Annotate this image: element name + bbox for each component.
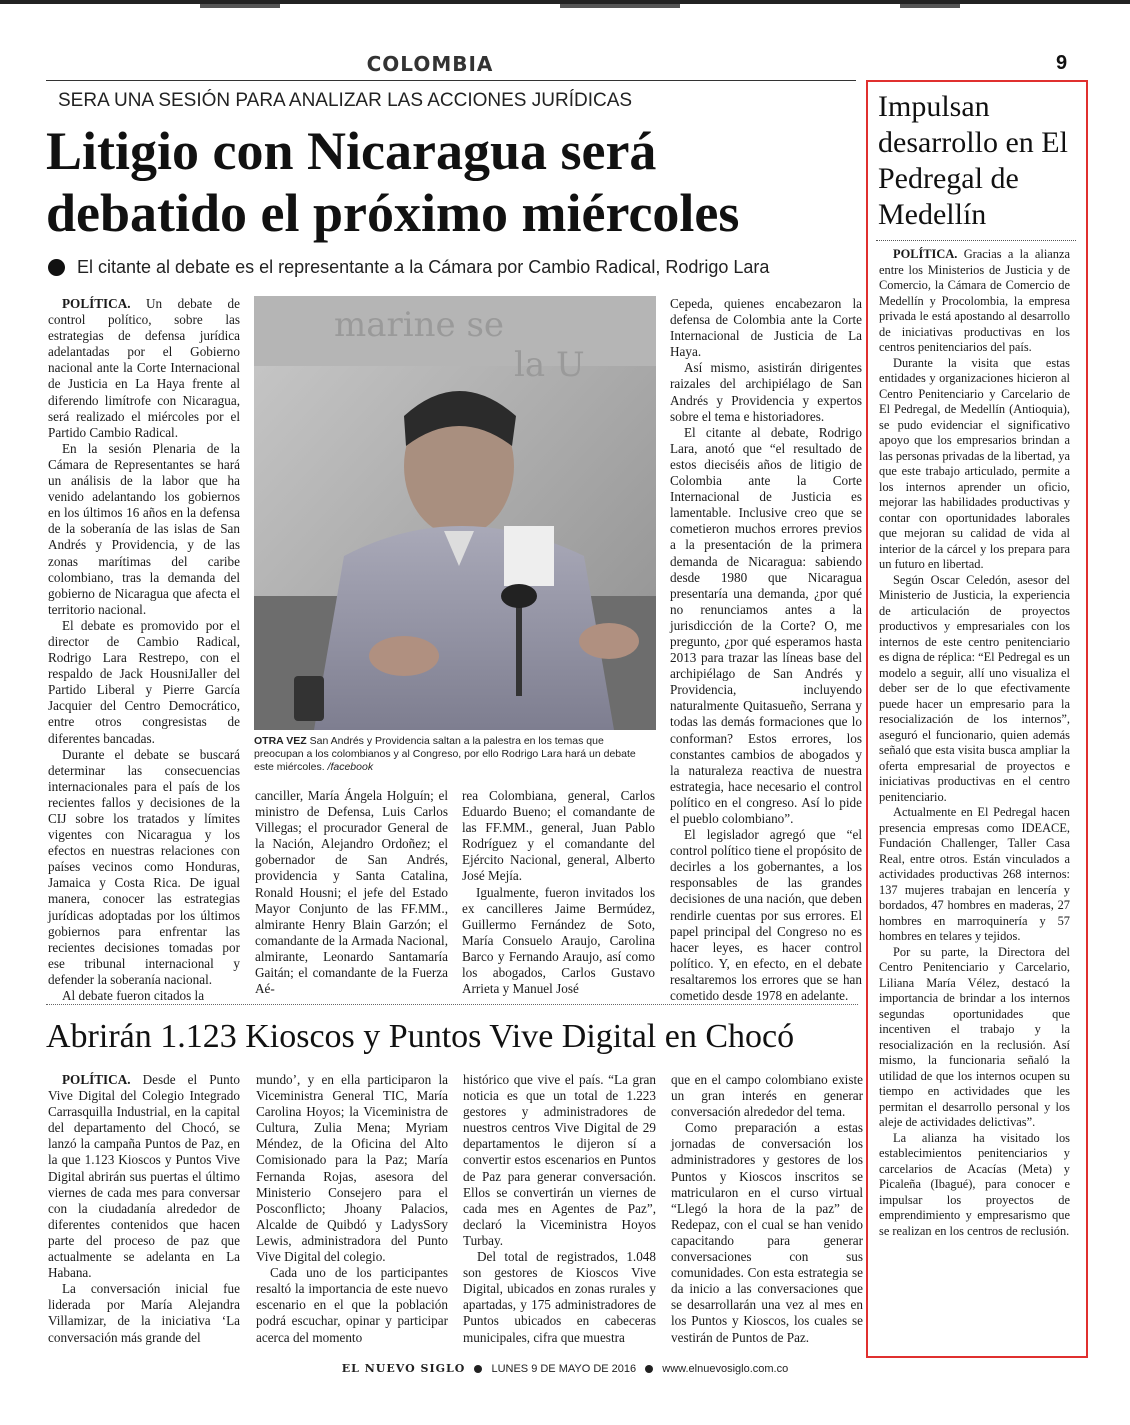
paragraph-text: Igualmente, fueron invitados los ex cancilleres Jaime Bermúdez, Guillermo Fernández de Soto, María Consuelo Araujo, Carolina Barco y Fernando Araujo, así como los abogados, Carlos Gustavo Arrieta y Manuel José — [462, 884, 655, 997]
photo-caption — [254, 735, 656, 774]
paragraph — [671, 1072, 863, 1120]
paragraph-lead: POLÍTICA. — [62, 296, 131, 311]
footer — [0, 1362, 1130, 1375]
paragraph-text: La alianza ha visitado los establecimientos penitenciarios y carcelarios de Acacías (Meta) y Picaleña (Ibagué), para conocer e impulsar los proyectos de emprendimiento y empresarismo que se realizan en los centros de reclusión. — [879, 1130, 1070, 1238]
paragraph-text: La conversación inicial fue liderada por María Alejandra Villamizar, de la iniciativa ‘La conversación más grande del — [48, 1281, 240, 1345]
paragraph — [463, 1249, 656, 1346]
section-label: COLOMBIA — [366, 52, 494, 76]
paragraph-text: El legislador agregó que “el control político tiene el propósito de decirles a los gobernantes, a los responsables de las grandes decisiones de una nación, que deben rendirle cuentas por sus errores. El papel principal del Congreso no es hacer leyes, es hacer control político. Y, en efecto, en el debate resaltaremos los errores que se han cometido desde 1978 en adelante. — [670, 827, 862, 1004]
article2-column-3 — [463, 1072, 656, 1346]
article2-column-2 — [256, 1072, 448, 1346]
paragraph-text: rea Colombiana, general, Carlos Eduardo Bueno; el comandante de las FF.MM., general, Juan Pablo Rodríguez y el comandante del Ejército Nacional, general, Alberto José Mejía. — [462, 788, 655, 884]
paragraph — [670, 827, 862, 1004]
paragraph-lead: POLÍTICA. — [62, 1072, 131, 1087]
sidebar-separator — [876, 240, 1076, 241]
article1-column-4 — [670, 296, 862, 1004]
paragraph-text: Según Oscar Celedón, asesor del Ministerio de Justicia, la experiencia de articulación de proyectos productivos y empresariales con los internos de este centro penitenciario es digna de réplica: “El Pedregal es un modelo a seguir, allí uno visualiza el deber ser de lo que efectivamente puede hacer un empresario para la resocialización de los internos”, aseguró el funcionario, quien además señaló que esta visita busca ampliar la oferta empresarial de proyectos e iniciativas productivas en el centro penitenciario. — [879, 572, 1070, 804]
article-separator — [46, 1004, 858, 1005]
paragraph-text: histórico que vive el país. “La gran noticia es que un total de 1.223 gestores y administradores de nuestros centros Vive Digital de 29 departamentos le dijeron sí a convertir estos escenarios en Puntos de Paz para generar conversación. Ellos se convertirán un viernes de cada mes en Agentes de Paz”, declaró la Viceministra Hoyos Turbay. — [463, 1072, 656, 1248]
paragraph-lead: POLÍTICA. — [893, 247, 958, 261]
page-number: 9 — [1056, 52, 1068, 74]
sidebar-headline: Impulsan desarrollo en El Pedregal de Medellín — [878, 90, 1068, 231]
headline: Litigio con Nicaragua será debatido el próximo miércoles — [46, 121, 740, 243]
caption-text: San Andrés y Providencia saltan a la palestra en los temas que preocupan a los colombianos y al Congreso, por ello Rodrigo Lara hará un debate este miércoles. — [254, 735, 636, 773]
paragraph — [48, 988, 240, 1004]
paragraph — [879, 247, 1070, 356]
sidebar-text — [879, 247, 1070, 1347]
section-rule — [46, 80, 856, 81]
footer-url[interactable]: www.elnuevosiglo.com.co — [662, 1363, 789, 1375]
paragraph-text: canciller, María Ángela Holguín; el ministro de Defensa, Luis Carlos Villegas; el procurador General de la Nación, Alejandro Ordoñez; el gobernador de San Andrés, providencia y Santa Catalina, Ronald Housni; el jefe del Estado Mayor Conjunto de las FF.MM., almirante Henry Blain Garzón; el comandante de la Armada Nacional, almirante, Leonardo Santamaría Gaitán; el comandante de la Fuerza Aé- — [255, 788, 448, 997]
paragraph — [879, 805, 1070, 945]
headline-2: Abrirán 1.123 Kioscos y Puntos Vive Digital en Chocó — [46, 1018, 795, 1055]
paragraph — [463, 1072, 656, 1249]
paragraph — [670, 360, 862, 424]
paragraph-text: Como preparación a estas jornadas de conversación los administradores y gestores de los Puntos y Kioscos inscritos se matricularon en el curso virtual “Llegó la hora de la paz” de Redepaz, con el cual se han venido capacitando para generar conversaciones con sus comunidades. Con esta estrategia se da inicio a las conversaciones que se desarrollarán una vez al mes en los Puntos y Kioscos, los cuales se vestirán de Puntos de Paz. — [671, 1120, 863, 1345]
paragraph — [48, 747, 240, 988]
paragraph — [48, 1072, 240, 1281]
paragraph — [879, 356, 1070, 573]
paragraph-text: mundo’, y en ella participaron la Viceministra General TIC, María Carolina Hoyos; la Viceministra de Cultura, Zulia Mena; Myriam Méndez, de la Oficina del Alto Comisionado para la Paz; María Fernanda Rojas, asesora del Ministerio Consejero para el Posconflicto; Jhoany Palacios, Alcalde de Quibdó y LadysSory Lewis, administradora del Punto Vive Digital del colegio. — [256, 1072, 448, 1265]
svg-text:marine se: marine se — [334, 305, 505, 345]
paragraph-text: Durante la visita que estas entidades y organizaciones hicieron al Centro Penitenciario y Carcelario de El Pedregal, de Medellín (Antioquia), se pudo evidenciar el significativo apoyo que los empresarios brindan a las personas privadas de la libertad, ya que este trabajo articulado, permite a los internos aprender un oficio, mejorar las habilidades productivas y contar con oportunidades laborales que mejoran su calidad de vida al interior de la cárcel y los prepara para un futuro en libertad. — [879, 355, 1070, 571]
paragraph-text: Durante el debate se buscará determinar las consecuencias internacionales para el país de los recientes fallos y decisiones de la CIJ sobre los tratados y límites vigentes con Nicaragua y los efectos en nuestras relaciones con países vecinos como Honduras, Jamaica y Costa Rica. De igual manera, conocer las estrategias jurídicas adoptadas por los últimos gobiernos para enfrentar las recientes decisiones tomadas por ese tribunal internacional y defender la soberanía nacional. — [48, 746, 240, 987]
svg-text:la U: la U — [514, 345, 585, 385]
paragraph-text: Gracias a la alianza entre los Ministerios de Justicia y de Comercio, la Cámara de Comercio de Medellín y Procolombia, la empresa privada le está apostando al desarrollo de iniciativas productivas en los centros penitenciarios del país. — [879, 247, 1070, 354]
footer-brand: EL NUEVO SIGLO — [341, 1362, 466, 1375]
footer-dot-icon — [474, 1365, 482, 1373]
paragraph-text: Cepeda, quienes encabezaron la defensa de Colombia ante la Corte Internacional de Justicia de La Haya. — [670, 296, 862, 360]
paragraph-text: El debate es promovido por el director de Cambio Radical, Rodrigo Lara Restrepo, con el respaldo de Jack HousniJaller del Partido Liberal y Pierre García Jacquier del Centro Democrático, entre otros congresistas de diferentes bancadas. — [48, 617, 240, 746]
subheadline — [48, 257, 769, 278]
paragraph — [255, 788, 448, 997]
article2-column-1 — [48, 1072, 240, 1346]
article1-column-3 — [462, 788, 655, 997]
paragraph — [670, 425, 862, 827]
paragraph — [879, 1131, 1070, 1240]
paragraph — [462, 885, 655, 998]
footer-dot-icon — [645, 1365, 653, 1373]
paragraph — [256, 1265, 448, 1345]
paragraph-text: Desde el Punto Vive Digital del Colegio Integrado Carrasquilla Industrial, en la capital del departamento del Chocó, se lanzó la campaña Puntos de Paz, en la que 1.123 Kioscos y Puntos Vive Digital abrirán sus puertas el último viernes de cada mes para conversar con la ciudadanía alrededor de diferentes contenidos que hacen parte del proceso de paz que actualmente se adelanta en La Habana. — [48, 1072, 240, 1281]
article2-column-4 — [671, 1072, 863, 1346]
paragraph-text: Al debate fueron citados la — [62, 988, 205, 1004]
article1-column-2 — [255, 788, 448, 997]
bullet-icon — [48, 259, 65, 276]
caption-lead: OTRA VEZ — [254, 735, 307, 747]
paragraph — [48, 1281, 240, 1345]
paragraph-text: que en el campo colombiano existe un gran interés en generar conversación alrededor del tema. — [671, 1072, 863, 1120]
paragraph-text: Así mismo, asistirán dirigentes raizales del archipiélago de San Andrés y Providencia y expertos sobre el tema e historiadores. — [670, 360, 862, 424]
rodrigo-lara-photo — [254, 296, 656, 730]
paragraph-text: Por su parte, la Directora del Centro Penitenciario y Carcelario, Liliana María Vélez, destacó la importancia de brindar a los internos segundas oportunidades que incentiven el trabajo y la resocialización en la reclusión. Así mismo, la funcionaria señaló la utilidad de que los internos ocupen su tiempo en actividades que les permitan el desarrollo personal y los aleje de actividades delictivas”. — [879, 944, 1070, 1129]
subheadline-text: El citante al debate es el representante a la Cámara por Cambio Radical, Rodrigo Lara — [77, 257, 770, 277]
paragraph — [879, 945, 1070, 1131]
paragraph — [48, 618, 240, 747]
paragraph — [462, 788, 655, 885]
top-edge-strip — [0, 0, 1130, 10]
paragraph-text: Cada uno de los participantes resaltó la importancia de este nuevo escenario en el que la población podrá escuchar, opinar y participar acerca del momento — [256, 1265, 448, 1345]
paragraph — [256, 1072, 448, 1265]
article1-column-1 — [48, 296, 240, 1004]
paragraph-text: En la sesión Plenaria de la Cámara de Representantes se hará un análisis de la labor que ha venido adelantando los gobiernos en los últimos 16 años en la defensa de la soberanía de las islas de San Andrés y Providencia, y de las zonas marítimas del caribe colombiano, tras la demanda del gobierno de Nicaragua que afecta el territorio nacional. — [48, 440, 240, 617]
paragraph — [671, 1120, 863, 1345]
paragraph — [48, 296, 240, 441]
caption-credit: /facebook — [327, 761, 374, 773]
paragraph-text: Actualmente en El Pedregal hacen presencia empresas como IDEACE, Fundación Challenger, Taller Casa Real, entre otros. Están vinculados a actividades productivas 268 internos: 137 mujeres trabajan en lencería y bordados, 47 hombres en maderas, 27 hombres en marroquinería y 57 hombres en telares y tejidos. — [879, 805, 1070, 943]
paragraph — [879, 573, 1070, 806]
paragraph — [670, 296, 862, 360]
paragraph — [48, 441, 240, 618]
footer-date: LUNES 9 DE MAYO DE 2016 — [491, 1363, 637, 1375]
paragraph-text: Del total de registrados, 1.048 son gestores de Kioscos Vive Digital, ubicados en zonas rurales y apartadas, y 175 administradores de Puntos ubicados en cabeceras municipales, cifra que muestra — [463, 1249, 656, 1345]
paragraph-text: Un debate de control político, sobre las estrategias de defensa jurídica adelantadas por el Gobierno nacional ante la Corte Internacional de Justicia en La Haya frente al diferendo limítrofe con Nicaragua, será realizado el miércoles por el Partido Cambio Radical. — [48, 296, 240, 440]
kicker: SERA UNA SESIÓN PARA ANALIZAR LAS ACCIONES JURÍDICAS — [58, 90, 633, 111]
paragraph-text: El citante al debate, Rodrigo Lara, anotó que “el resultado de estos dieciséis años de litigio de Colombia ante la Corte Internacional de Justicia es lamentable. Inclusive creo que se cometieron muchos errores previos a la presentación de la primera demanda de Nicaragua: sabiendo desde 1980 que Nicaragua presentaría una demanda, ¿por qué no renunciamos antes a la jurisdicción de la Corte? O, me pregunto, ¿por qué esperamos hasta 2013 para trazar las líneas base del archipiélago de San Andrés y Providencia, incluyendo naturalmente Quitasueño, Serrana y todas las demás formaciones que lo conforman? Estos errores, los constantes cambios de abogados y la naturaleza reactiva de nuestra estrategia, hace necesario el control político en el congreso. Así lo pide el pueblo colombiano”. — [670, 424, 862, 826]
